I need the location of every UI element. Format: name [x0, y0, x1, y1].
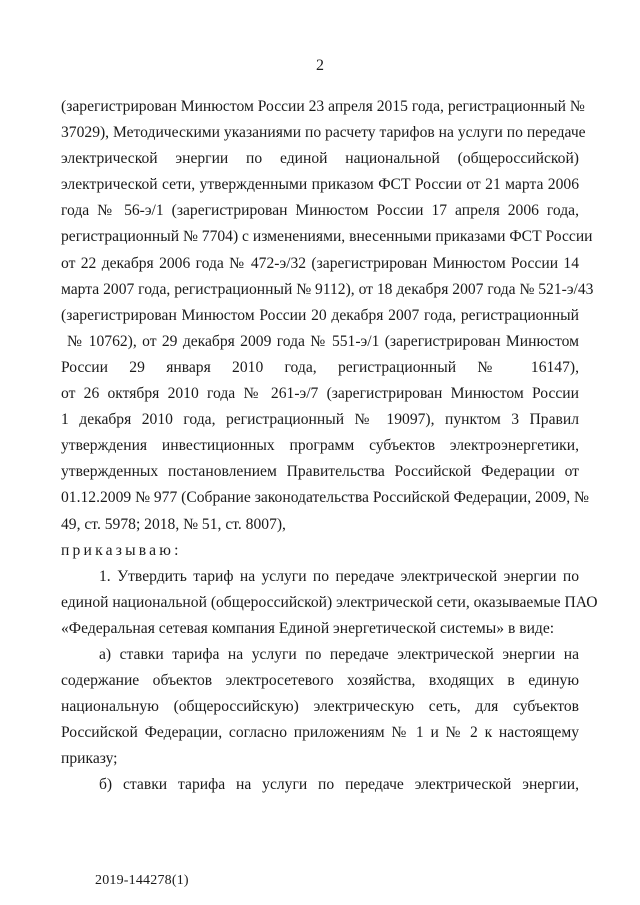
- text-line: утверждения инвестиционных программ субъектов электроэнергетики,: [61, 437, 579, 455]
- text-line: 1. Утвердить тариф на услуги по передаче электрической энергии по: [99, 567, 579, 585]
- text-line: 1 декабря 2010 года, регистрационный № 19097), пунктом 3 Правил: [61, 411, 579, 429]
- text-line: электрической энергии по единой национальной (общероссийской): [61, 150, 579, 168]
- text-line: (зарегистрирован Минюстом России 20 декабря 2007 года, регистрационный: [61, 306, 579, 324]
- text-line: России 29 января 2010 года, регистрационный № 16147),: [61, 358, 579, 376]
- text-line: единой национальной (общероссийской) электрической сети, оказываемые ПАО: [61, 593, 598, 611]
- page-number: 2: [316, 57, 324, 74]
- text-line: а) ставки тарифа на услуги по передаче электрической энергии на: [99, 645, 579, 663]
- text-line: № 10762), от 29 декабря 2009 года № 551-э/1 (зарегистрирован Минюстом: [67, 332, 579, 350]
- document-code: 2019-144278(1): [95, 873, 189, 888]
- text-line: утвержденных постановлением Правительства Российской Федерации от: [61, 463, 579, 481]
- text-line: 37029), Методическими указаниями по расчету тарифов на услуги по передаче: [61, 124, 586, 142]
- text-line: (зарегистрирован Минюстом России 23 апреля 2015 года, регистрационный №: [61, 98, 585, 115]
- text-line: Российской Федерации, согласно приложениям № 1 и № 2 к настоящему: [61, 724, 579, 742]
- text-line: от 26 октября 2010 года № 261-э/7 (зарегистрирован Минюстом России: [61, 385, 579, 403]
- text-line: марта 2007 года, регистрационный № 9112), от 18 декабря 2007 года № 521-э/43: [61, 280, 594, 298]
- document-body: [61, 94, 598, 799]
- order-word: приказываю:: [61, 541, 182, 559]
- text-line: от 22 декабря 2006 года № 472-э/32 (зарегистрирован Минюстом России 14: [61, 254, 579, 272]
- text-line: года № 56-э/1 (зарегистрирован Минюстом России 17 апреля 2006 года,: [61, 202, 579, 220]
- text-line: регистрационный № 7704) с изменениями, внесенными приказами ФСТ России: [61, 228, 593, 246]
- text-line: 01.12.2009 № 977 (Собрание законодательства Российской Федерации, 2009, №: [61, 489, 589, 507]
- text-line: «Федеральная сетевая компания Единой энергетической системы» в виде:: [61, 619, 555, 637]
- text-line: содержание объектов электросетевого хозяйства, входящих в единую: [61, 672, 579, 690]
- text-line: приказу;: [61, 750, 118, 768]
- text-line: электрической сети, утвержденными приказом ФСТ России от 21 марта 2006: [61, 176, 579, 194]
- text-line: б) ставки тарифа на услуги по передаче электрической энергии,: [99, 776, 579, 794]
- text-line: 49, ст. 5978; 2018, № 51, ст. 8007),: [61, 515, 286, 533]
- text-line: национальную (общероссийскую) электрическую сеть, для субъектов: [61, 698, 579, 716]
